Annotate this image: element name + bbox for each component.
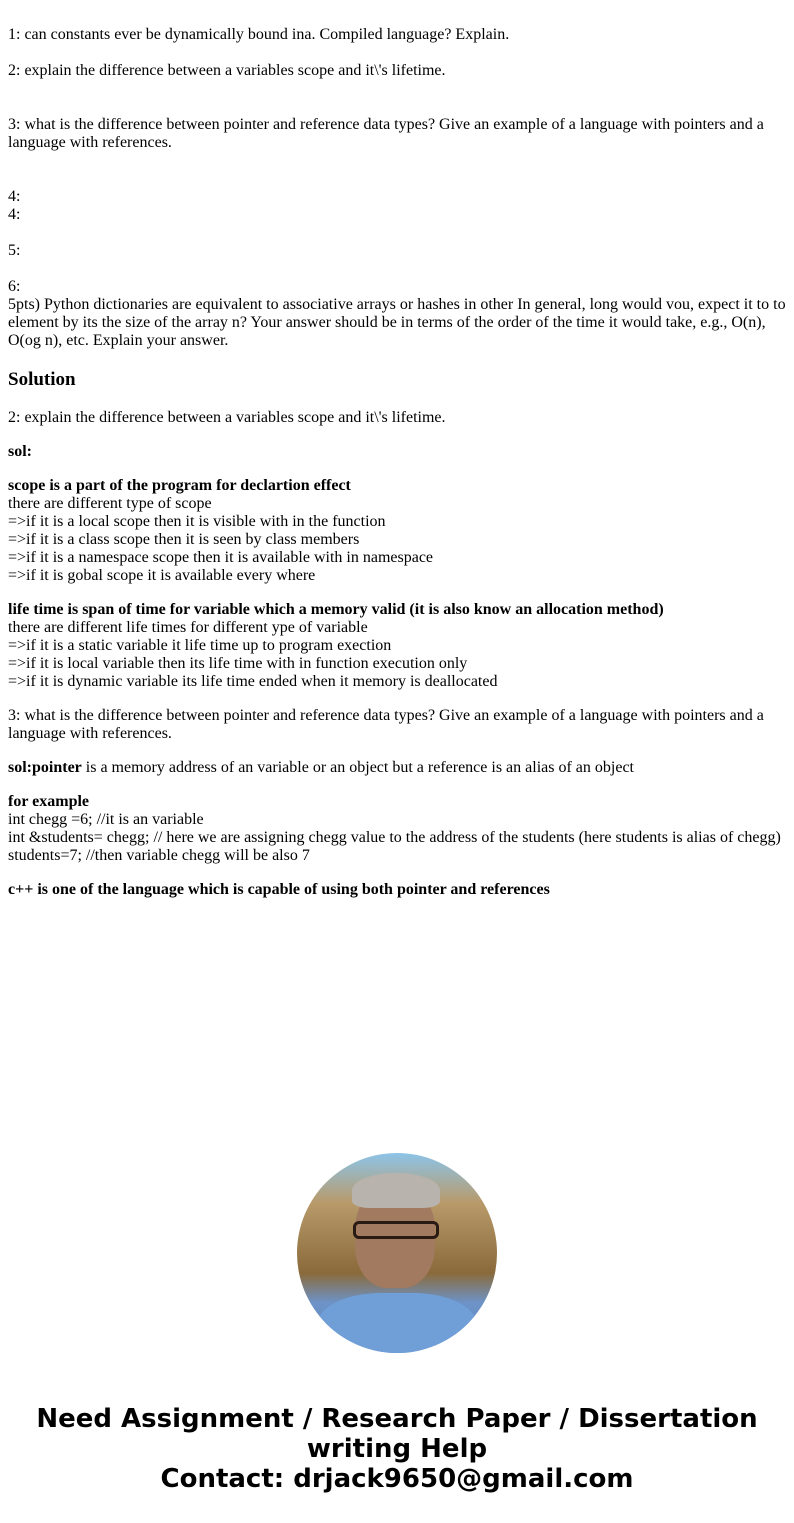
sol-label: sol:: [8, 443, 32, 460]
sol-pointer-label: sol:pointer: [8, 759, 82, 776]
lifetime-line: =>if it is a static variable it life time up to program exection: [8, 637, 392, 654]
code-line: int chegg =6; //it is an variable: [8, 811, 204, 828]
lifetime-definition: life time is span of time for variable which a memory valid (it is also know an allocation method): [8, 601, 664, 618]
footer-help-text: Need Assignment / Research Paper / Dissertation writing Help: [36, 1404, 758, 1464]
scope-line: =>if it is a local scope then it is visible with in the function: [8, 513, 386, 530]
scope-section: [8, 477, 788, 585]
author-avatar: [297, 1153, 497, 1353]
question-2: 2: explain the difference between a variables scope and it\'s lifetime.: [8, 62, 446, 79]
lifetime-section: [8, 601, 788, 691]
question-1: 1: can constants ever be dynamically bound ina. Compiled language? Explain.: [8, 26, 510, 43]
question-3: 3: what is the difference between pointer and reference data types? Give an example of a language with pointers and a language with references.: [8, 116, 764, 151]
solution-q3: 3: what is the difference between pointer and reference data types? Give an example of a language with pointers and a language with references.: [8, 707, 764, 742]
example-section: [8, 793, 788, 865]
pointer-answer: [8, 759, 788, 777]
code-line: int &students= chegg; // here we are assigning chegg value to the address of the students (here students is alias of chegg): [8, 829, 781, 846]
scope-definition: scope is a part of the program for declartion effect: [8, 477, 351, 494]
scope-line: there are different type of scope: [8, 495, 212, 512]
lifetime-line: =>if it is dynamic variable its life time ended when it memory is deallocated: [8, 673, 498, 690]
scope-line: =>if it is a namespace scope then it is available with in namespace: [8, 549, 434, 566]
pointer-text: is a memory address of an variable or an object but a reference is an alias of an object: [81, 759, 634, 776]
code-line: students=7; //then variable chegg will be also 7: [8, 847, 310, 864]
lifetime-line: there are different life times for different ype of variable: [8, 619, 368, 636]
question-4: 4:: [8, 188, 21, 205]
question-4-repeat: 4:: [8, 206, 21, 223]
example-label: for example: [8, 793, 90, 810]
question-5: 5:: [8, 242, 21, 259]
question-6: 6:: [8, 278, 21, 295]
scope-line: =>if it is gobal scope it is available every where: [8, 567, 316, 584]
solution-heading: Solution: [8, 369, 76, 390]
solution-q2: 2: explain the difference between a variables scope and it\'s lifetime.: [8, 409, 446, 426]
footer-banner: [0, 1404, 794, 1494]
footer-contact: Contact: drjack9650@gmail.com: [160, 1464, 634, 1494]
scope-line: =>if it is a class scope then it is seen by class members: [8, 531, 360, 548]
conclusion: c++ is one of the language which is capable of using both pointer and references: [8, 881, 550, 898]
question-6-text: 5pts) Python dictionaries are equivalent to associative arrays or hashes in other In general, long would vou, expect it to to element by its the size of the array n? Your answer should be in terms of the order of the time it would take, e.g., O(n), O(og n), etc. Explain your answer.: [8, 296, 786, 349]
lifetime-line: =>if it is local variable then its life time with in function execution only: [8, 655, 468, 672]
glasses-icon: [353, 1221, 439, 1239]
